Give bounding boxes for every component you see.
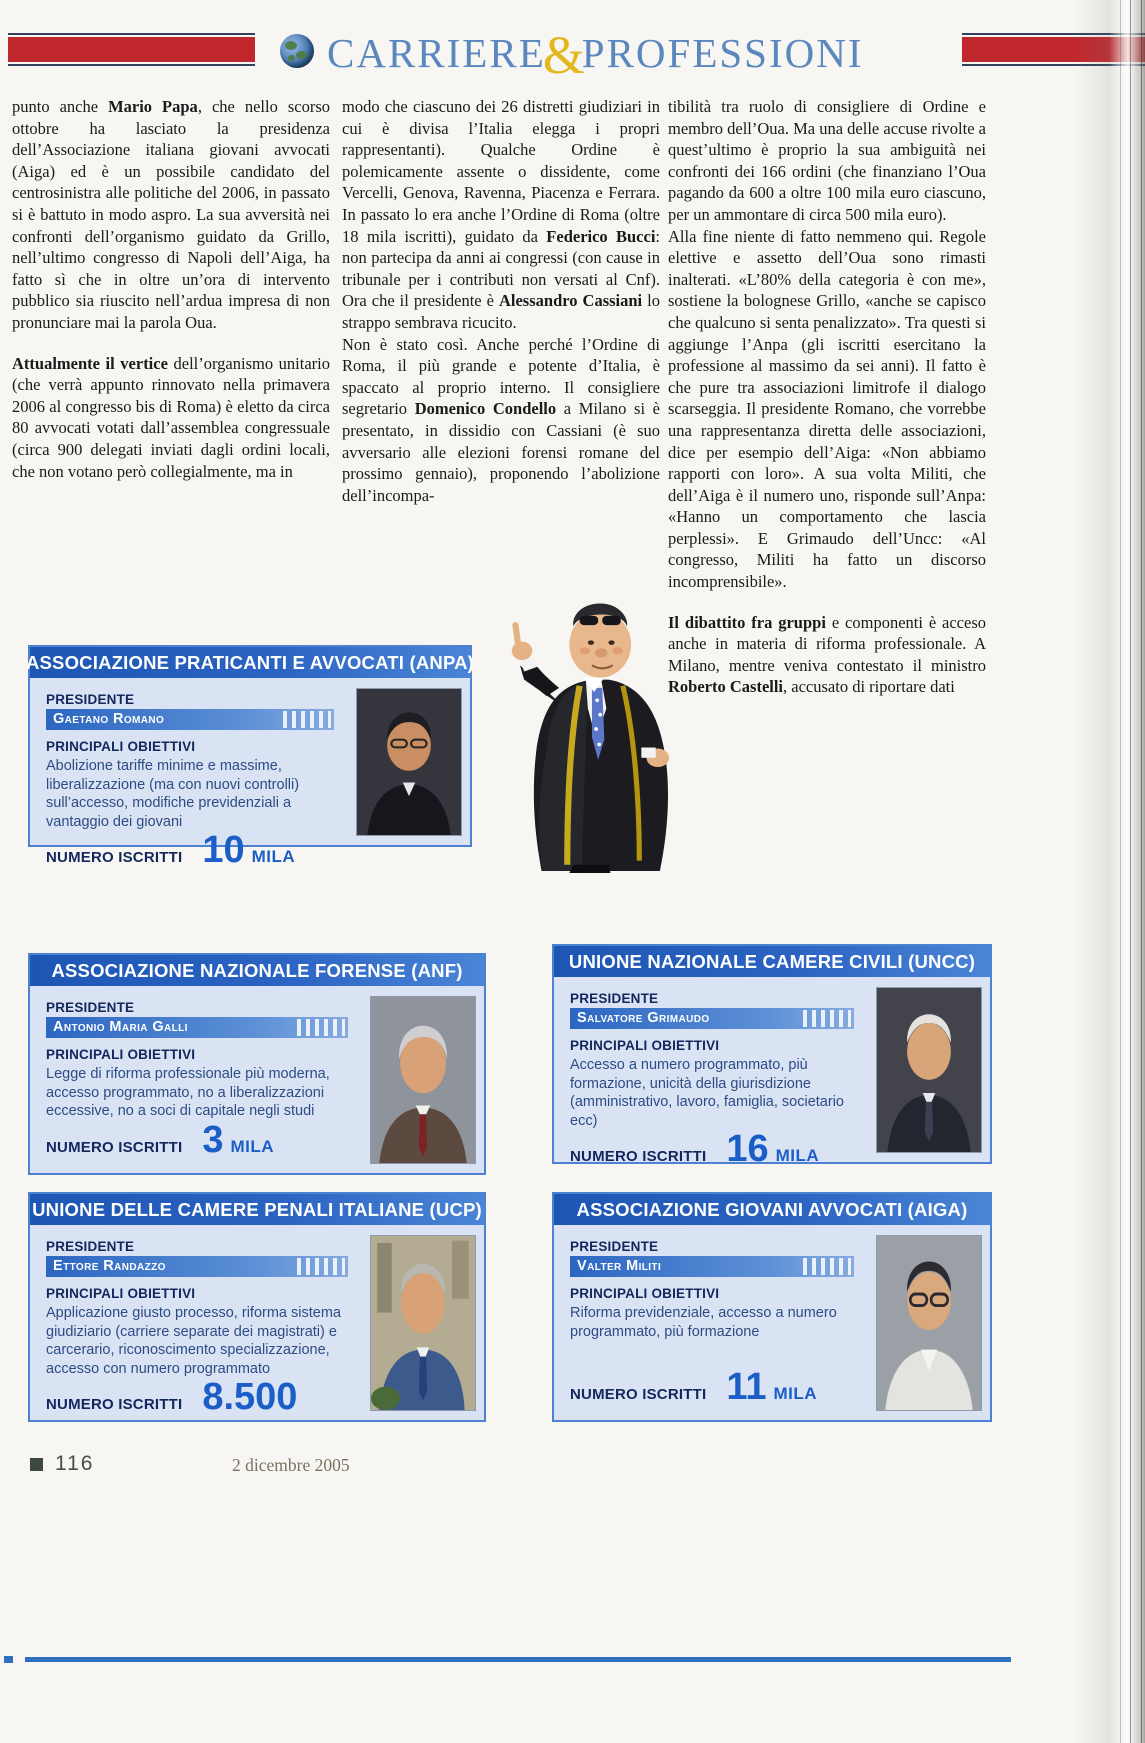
president-label: PRESIDENTE <box>570 1239 659 1254</box>
name-bar-stripes-decoration <box>283 711 331 728</box>
members-row <box>570 1368 854 1410</box>
article-paragraph: tibilità tra ruolo di consigliere di Ordine e membro dell’Oua. Ma una delle accuse rivolte a quest’ultimo è proprio la sua ambiguità nei confronti dei 166 ordini (che finanziano l’Oua pagando da 600 a oltre 100 mila euro ciascuno, per un ammontare di circa 500 mila euro). <box>668 97 986 224</box>
page-number <box>30 1452 94 1476</box>
objectives-text: Riforma previdenziale, accesso a numero programmato, più formazione <box>570 1305 837 1340</box>
members-row <box>46 1121 348 1163</box>
page-edge-line <box>1130 0 1132 1743</box>
members-row <box>46 1378 348 1420</box>
members-row <box>46 831 334 873</box>
members-label: NUMERO ISCRITTI <box>570 1148 707 1165</box>
objectives-text: Abolizione tariffe minime e massime, liberalizzazione (ma con nuovi controlli) sull’accesso, modifiche previdenziali a vantaggio dei giovani <box>46 758 300 830</box>
photo-antonio-maria-galli <box>370 996 476 1164</box>
box-title: UNIONE NAZIONALE CAMERE CIVILI (UNCC) <box>554 946 990 977</box>
masthead-ampersand: & <box>542 25 585 85</box>
article-paragraph: punto anche Mario Papa, che nello scorso ottobre ha lasciato la presidenza dell’Associazione italiana giovani avvocati (Aiga) ed è un possibile candidato del centrosinistra alle politiche del 2006, in passato si è battuto in modo aspro. La sua avversità nei confronti dell’organismo guidato da Grillo, nell’ultimo congresso di Napoli dell’Aiga, ha fatto sì che in oltre un’ora di intervento pubblico sia riuscito nell’ardua impresa di non pronunciare mai la parola Oua. <box>12 97 330 332</box>
photo-salvatore-grimaudo <box>876 987 982 1153</box>
members-value: 11 <box>726 1366 767 1408</box>
president-name: Valter Militi <box>577 1258 662 1274</box>
members-unit: MILA <box>251 847 296 866</box>
photo-gaetano-romano <box>356 688 462 836</box>
article-paragraph: Attualmente il vertice dell’organismo unitario (che verrà appunto rinnovato nella primavera 2006 al congresso bis di Roma) è eletto da circa 80 avvocati votati dall’assemblea congressuale (circa 900 delegati inviati dagli ordini locali, che non votano però collegialmente, ma in <box>12 353 330 481</box>
members-value: 3 <box>202 1119 224 1161</box>
president-name: Gaetano Romano <box>53 711 165 727</box>
issue-date: 2 dicembre 2005 <box>232 1455 350 1475</box>
article-paragraph: Il dibattito fra gruppi e componenti è acceso anche in materia di riforma professionale. A Milano, mentre veniva contestato il ministro Roberto Castelli, accusato di riportare dati <box>668 612 986 697</box>
president-label: PRESIDENTE <box>46 1000 135 1015</box>
association-box-ucp <box>28 1192 486 1422</box>
president-name-bar <box>46 709 334 730</box>
section-masthead <box>327 24 967 86</box>
association-box-anf <box>28 953 486 1175</box>
box-title: ASSOCIAZIONE NAZIONALE FORENSE (ANF) <box>30 955 484 986</box>
name-bar-stripes-decoration <box>803 1010 851 1027</box>
page-number-value: 116 <box>55 1452 95 1475</box>
bottom-rule-tick <box>4 1656 13 1663</box>
header-rule-bottom-right <box>962 64 1145 66</box>
president-name: Antonio Maria Galli <box>53 1019 188 1035</box>
association-box-anpa <box>25 645 475 871</box>
header-rule-top-left <box>8 33 255 35</box>
article-column-2 <box>342 96 660 506</box>
box-title: ASSOCIAZIONE GIOVANI AVVOCATI (AIGA) <box>554 1194 990 1225</box>
page-edge-line <box>1141 0 1143 1743</box>
article-paragraph: Non è stato così. Anche perché l’Ordine di Roma, il più grande e potente d’Italia, è spaccato al proprio interno. Il consigliere segretario Domenico Condello a Milano si è presentato, in dissidio con Cassiani (è suo avversario alle elezioni forensi romane del prossimo gennaio), proponendo l’abolizione dell’incompa- <box>342 334 660 505</box>
article-paragraph: modo che ciascuno dei 26 distretti giudiziari in cui è divisa l’Italia elegga i propri rappresentanti). Qualche Ordine è polemicamente assente o dissidente, come Vercelli, Genova, Ravenna, Piacenza e Ferrara. In passato lo era anche l’Ordine di Roma (oltre 18 mila iscritti), guidato da Federico Bucci: non partecipa da anni ai congressi (con cause in tribunale per i contributi non versati al Cnf). Ora che il presidente è Alessandro Cassiani lo strappo sembrava ricucito. <box>342 97 661 332</box>
header-red-bar-left <box>8 37 255 62</box>
president-label: PRESIDENTE <box>46 1239 135 1254</box>
header-rule-bottom-left <box>8 64 255 66</box>
members-unit: MILA <box>773 1384 818 1403</box>
masthead-right: PROFESSIONI <box>581 30 864 76</box>
objectives-text: Accesso a numero programmato, più formazione, unicità della giurisdizione (amministrativo, lavoro, famiglia, societario ecc) <box>570 1057 844 1129</box>
president-name-bar <box>570 1008 854 1029</box>
name-bar-stripes-decoration <box>803 1258 851 1275</box>
members-unit: MILA <box>775 1146 820 1165</box>
association-box-aiga <box>552 1192 992 1422</box>
members-value: 10 <box>202 829 245 871</box>
lawyer-pointing-cartoon-illustration <box>482 585 704 873</box>
box-title: ASSOCIAZIONE PRATICANTI E AVVOCATI (ANPA) <box>30 647 470 678</box>
president-label: PRESIDENTE <box>46 692 135 707</box>
objectives-label: PRINCIPALI OBIETTIVI <box>570 1286 720 1301</box>
members-unit: MILA <box>230 1137 275 1156</box>
president-name-bar <box>570 1256 854 1277</box>
members-label: NUMERO ISCRITTI <box>570 1386 707 1403</box>
president-label: PRESIDENTE <box>570 991 659 1006</box>
name-bar-stripes-decoration <box>297 1019 345 1036</box>
header-rule-top-right <box>962 33 1145 35</box>
bottom-blue-rule <box>25 1657 1011 1662</box>
members-value: 8.500 <box>202 1376 298 1418</box>
photo-valter-militi <box>876 1235 982 1411</box>
article-column-3 <box>668 96 986 698</box>
objectives-label: PRINCIPALI OBIETTIVI <box>46 1047 196 1062</box>
page-edge-line <box>1120 0 1122 1743</box>
president-name: Salvatore Grimaudo <box>577 1010 710 1026</box>
box-title: UNIONE DELLE CAMERE PENALI ITALIANE (UCP) <box>30 1194 484 1225</box>
page-number-square-icon <box>30 1458 43 1471</box>
members-value: 16 <box>726 1128 769 1170</box>
header-red-bar-right <box>962 37 1145 62</box>
photo-ettore-randazzo <box>370 1235 476 1411</box>
article-paragraph: Alla fine niente di fatto nemmeno qui. Regole elettive e assetto dell’Oua sono rimasti inalterati. «L’80% della categoria è con me», sostiene la bolognese Grillo, «anche se capisco che qualcuno si senta penalizzato». Tra questi si aggiunge l’Anpa (gli iscritti esercitano la professione al massimo da sei anni). Il fatto è che pure tra associazioni limitrofe il dialogo scarseggia. Il presidente Romano, che vorrebbe una rappresentanza diretta delle associazioni, dice per esempio dell’Aiga: «Non abbiamo rapporti con loro». A sua volta Militi, che dell’Aiga è il numero uno, risponde sull’Anpa: «Hanno un comportamento che lascia perplessi». E Grimaudo dell’Uncc: «Al congresso, Militi ha fatto un discorso incomprensibile». <box>668 226 986 592</box>
members-row <box>570 1130 854 1172</box>
members-label: NUMERO ISCRITTI <box>46 849 183 866</box>
globe-icon <box>280 34 314 68</box>
name-bar-stripes-decoration <box>297 1258 345 1275</box>
objectives-text: Legge di riforma professionale più moderna, accesso programmato, no a liberalizzazioni eccessive, no a soci di capitale negli studi <box>46 1066 330 1119</box>
members-label: NUMERO ISCRITTI <box>46 1396 183 1413</box>
objectives-label: PRINCIPALI OBIETTIVI <box>46 739 196 754</box>
president-name: Ettore Randazzo <box>53 1258 166 1274</box>
objectives-text: Applicazione giusto processo, riforma sistema giudiziario (carriere separate dei magistrati) e carcerario, riconoscimento specializzazione, accesso con numero programmato <box>46 1305 341 1377</box>
masthead-left: CARRIERE <box>327 30 546 76</box>
objectives-label: PRINCIPALI OBIETTIVI <box>570 1038 720 1053</box>
president-name-bar <box>46 1256 348 1277</box>
objectives-label: PRINCIPALI OBIETTIVI <box>46 1286 196 1301</box>
president-name-bar <box>46 1017 348 1038</box>
article-column-1 <box>12 96 330 482</box>
association-box-uncc <box>552 944 992 1170</box>
members-label: NUMERO ISCRITTI <box>46 1139 183 1156</box>
page-edge-shadow <box>1073 0 1145 1743</box>
